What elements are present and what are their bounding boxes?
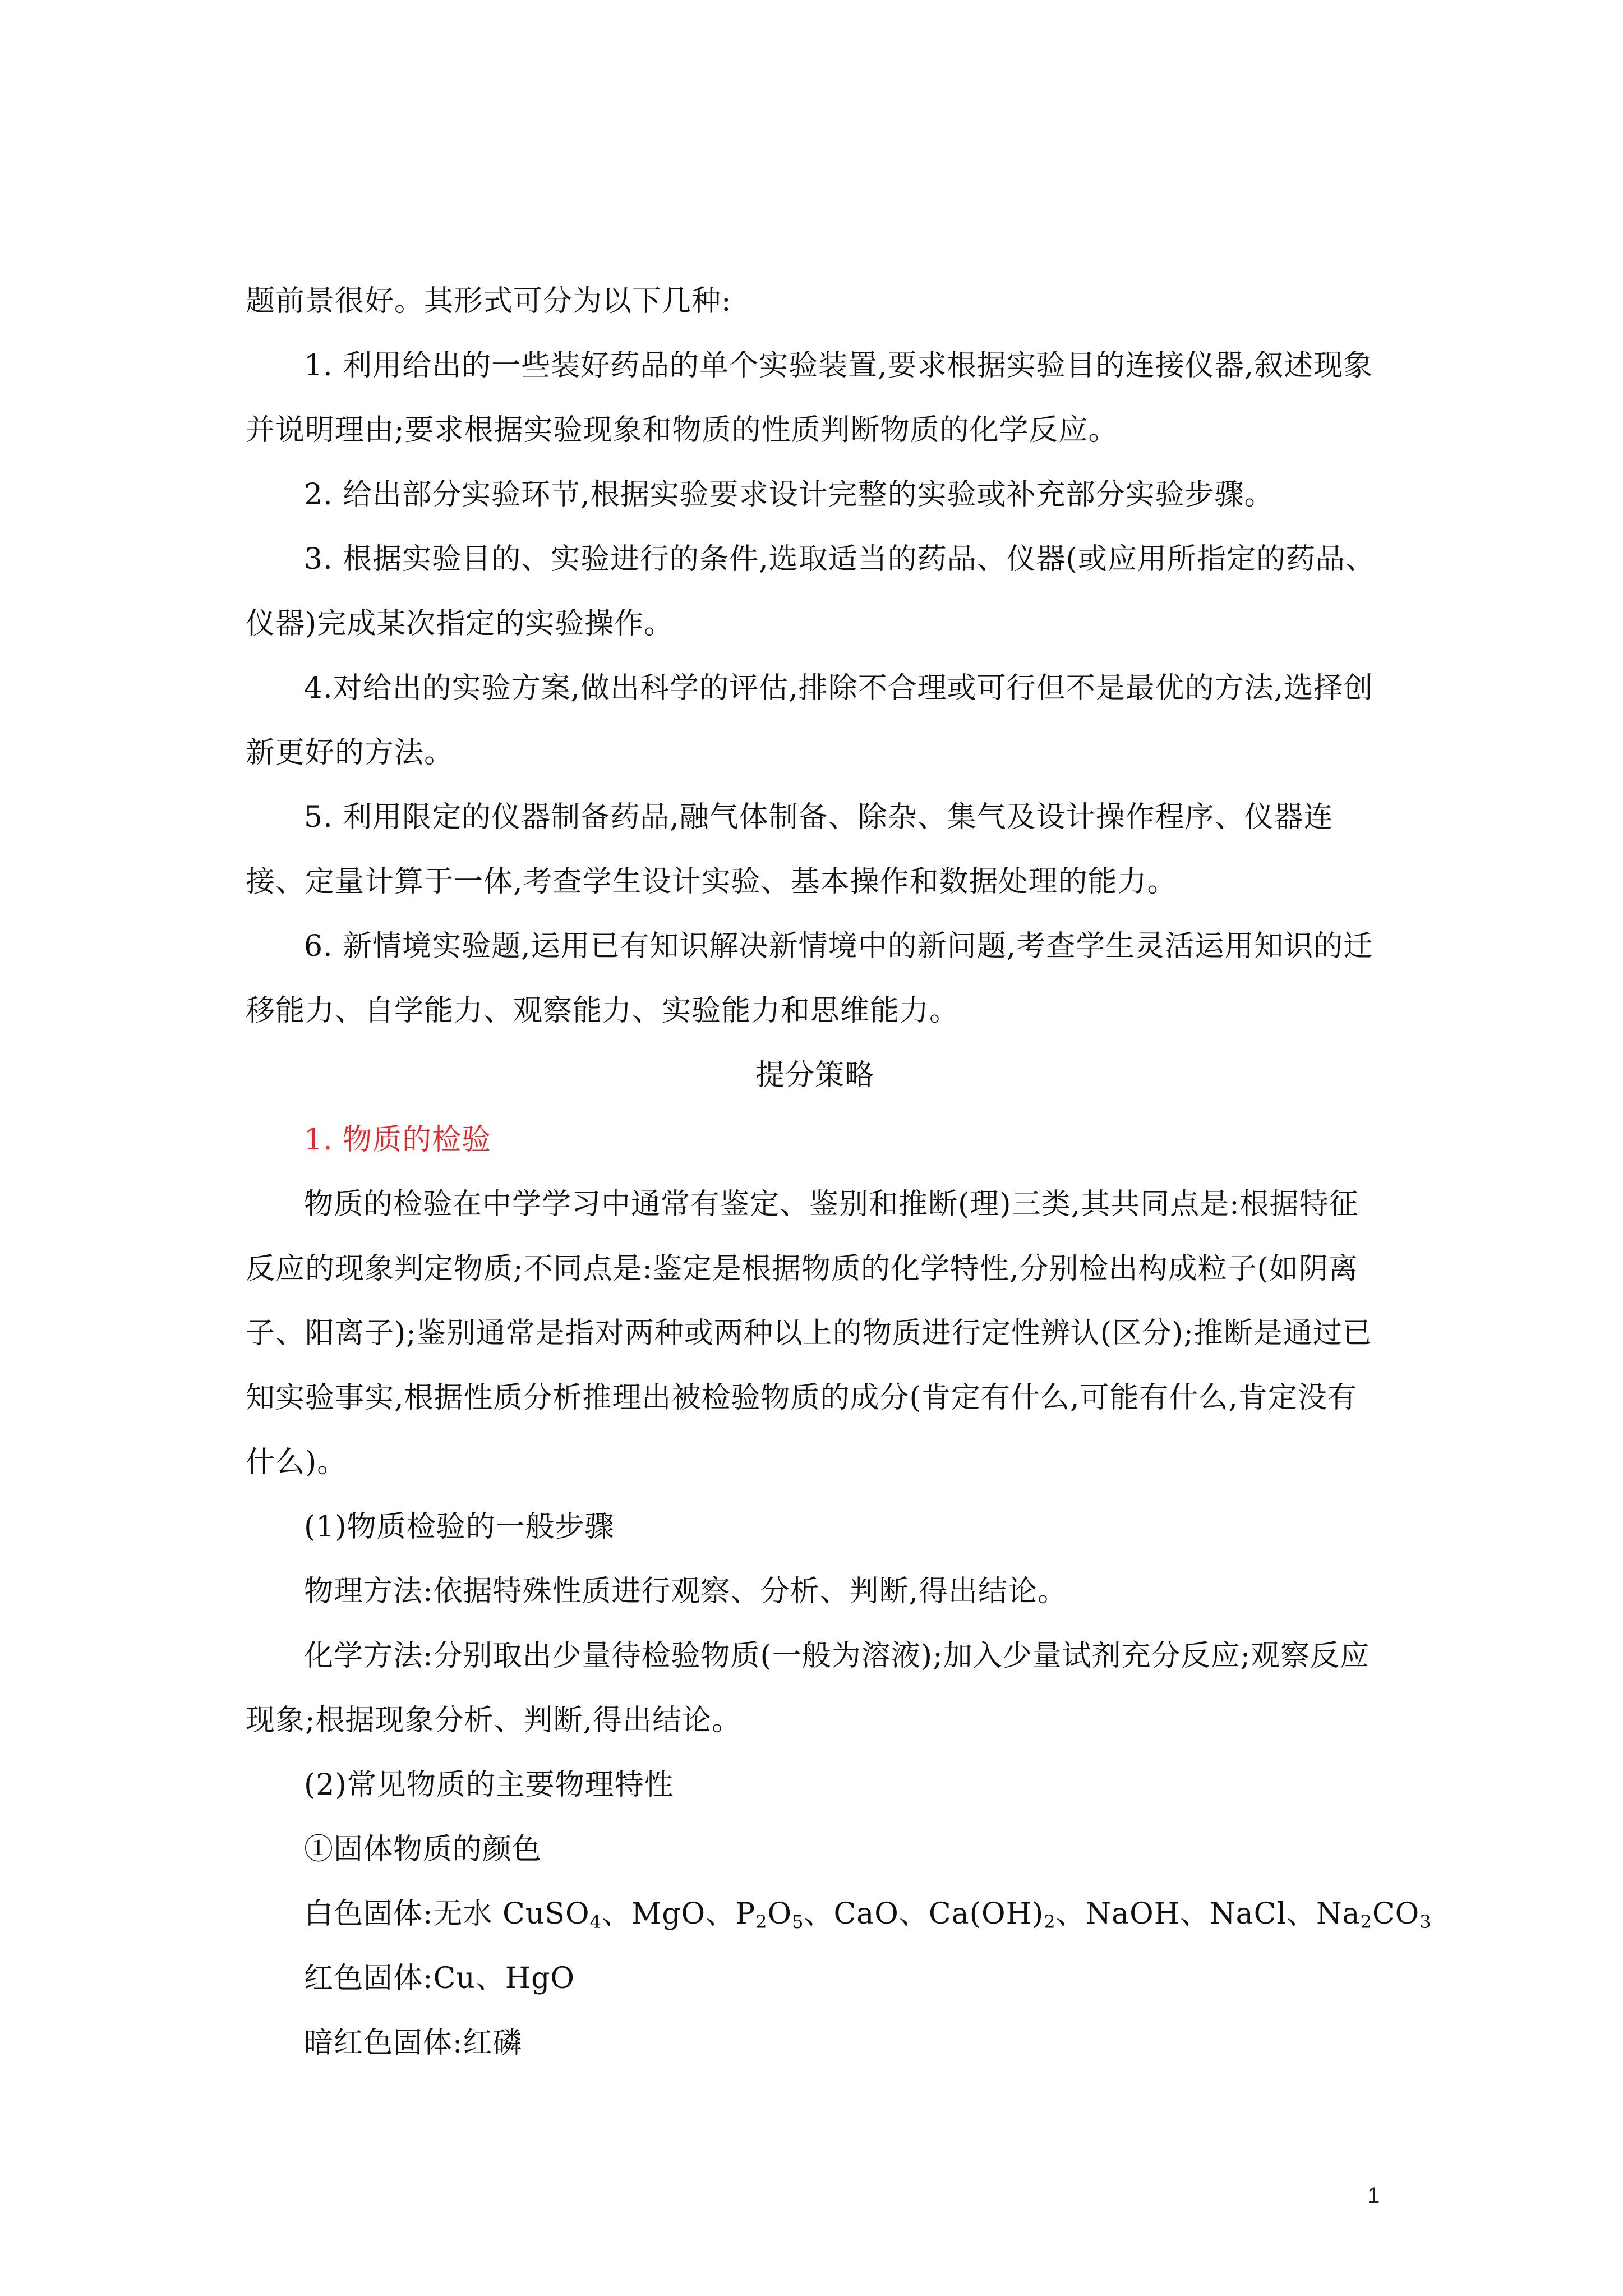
intro-line: 题前景很好。其形式可分为以下几种: [246,284,732,318]
dark-red-solid-list: 暗红色固体:红磷 [304,2026,523,2060]
form-item-3: 3. 根据实验目的、实验进行的条件,选取适当的药品、仪器(或应用所指定的药品、仪器)完成某次指定的实验操作。 [246,542,1375,641]
form-item-1: 1. 利用给出的一些装好药品的单个实验装置,要求根据实验目的连接仪器,叙述现象并说明理由;要求根据实验现象和物质的性质判断物质的化学反应。 [246,349,1373,447]
page-number: 1 [1367,2183,1380,2208]
subscript: 2 [1044,1911,1056,1932]
white-solid-list [246,1882,1432,1947]
subscript: 2 [1360,1911,1372,1932]
section-title: 提分策略 [755,1059,874,1092]
subscript: 5 [792,1911,804,1932]
form-item-6: 6. 新情境实验题,运用已有知识解决新情境中的新问题,考查学生灵活运用知识的迁移能力、自学能力、观察能力、实验能力和思维能力。 [246,930,1373,1028]
physical-properties-heading: (2)常见物质的主要物理特性 [304,1768,674,1802]
white-solid-text: 、CaO、Ca(OH) [804,1897,1044,1931]
subscript: 2 [755,1911,768,1932]
step-heading: (1)物质检验的一般步骤 [304,1510,615,1544]
white-solid-text: CO [1372,1897,1420,1931]
white-solid-text: 、NaOH、NaCl、Na [1055,1897,1361,1931]
physical-method: 物理方法:依据特殊性质进行观察、分析、判断,得出结论。 [304,1575,1068,1608]
inspection-explanation: 物质的检验在中学学习中通常有鉴定、鉴别和推断(理)三类,其共同点是:根据特征反应的现象判定物质;不同点是:鉴定是根据物质的化学特性,分别检出构成粒子(如阴离子、阳离子);鉴别通常是指对两种或两种以上的物质进行定性辨认(区分);推断是通过已知实验事实,根据性质分析推理出被检验物质的成分(肯定有什么,可能有什么,肯定没有什么)。 [246,1188,1372,1479]
subscript: 3 [1419,1911,1432,1932]
form-item-2: 2. 给出部分实验环节,根据实验要求设计完整的实验或补充部分实验步骤。 [304,478,1274,512]
white-solid-prefix: 无水 CuSO [433,1897,590,1931]
red-solid-list: 红色固体:Cu、HgO [304,1962,575,1995]
white-solid-text: O [767,1897,792,1931]
form-item-4: 4.对给出的实验方案,做出科学的评估,排除不合理或可行但不是最优的方法,选择创新更好的方法。 [246,671,1373,770]
white-solid-text: 、MgO、P [601,1897,756,1931]
white-solid-label: 白色固体: [304,1897,434,1931]
subsection-heading: 1. 物质的检验 [304,1123,492,1157]
subscript: 4 [589,1911,602,1932]
form-item-5: 5. 利用限定的仪器制备药品,融气体制备、除杂、集气及设计操作程序、仪器连接、定量计算于一体,考查学生设计实验、基本操作和数据处理的能力。 [246,800,1334,899]
chemical-method: 化学方法:分别取出少量待检验物质(一般为溶液);加入少量试剂充分反应;观察反应现象;根据现象分析、判断,得出结论。 [246,1639,1370,1737]
solid-color-heading: ①固体物质的颜色 [304,1833,542,1866]
document-body [246,269,1432,2076]
